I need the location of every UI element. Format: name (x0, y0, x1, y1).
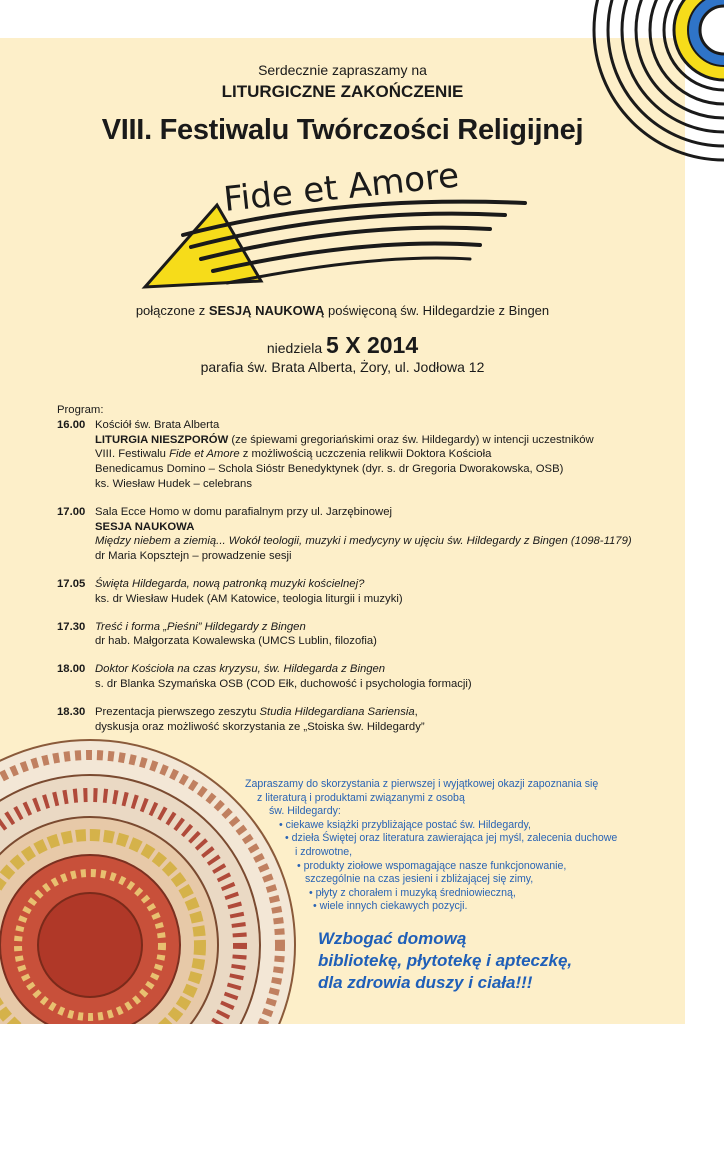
event-italic: Fide et Amore (169, 448, 240, 461)
program-event (57, 705, 657, 735)
event-italic: Studia Hildegardiana Sariensia (259, 705, 415, 718)
event-line: dyskusja oraz możliwość skorzystania ze „Stoiska św. Hildegardy” (95, 720, 425, 733)
event-line: dr hab. Małgorzata Kowalewska (UMCS Lublin, filozofia) (95, 635, 377, 648)
liturgy-heading: LITURGICZNE ZAKOŃCZENIE (221, 82, 464, 101)
event-text: Prezentacja pierwszego zeszytu (95, 705, 260, 718)
slogan-line: dla zdrowia duszy i ciała!!! (318, 973, 533, 992)
event-line: dr Maria Kopsztejn – prowadzenie sesji (95, 550, 292, 563)
info-line: i zdrowotne, (295, 845, 353, 858)
event-line: Treść i forma „Pieśni” Hildegardy z Bingen (95, 620, 306, 633)
event-text: z możliwością uczczenia relikwii Doktora Kościoła (239, 448, 492, 461)
event-time: 17.05 (57, 577, 86, 590)
event-line: Między niebem a ziemią... Wokół teologii, muzyki i medycyny w ujęciu św. Hildegardy z Bingen (1098-1179) (95, 535, 632, 548)
program-event (57, 620, 657, 650)
event-line: s. dr Blanka Szymańska OSB (COD Ełk, duchowość i psychologia formacji) (95, 677, 472, 690)
event-line (95, 705, 657, 720)
program-title: Program: (57, 404, 104, 416)
info-line: • produkty ziołowe wspomagające nasze funkcjonowanie, (297, 859, 567, 872)
info-line: • wiele innych ciekawych pozycji. (313, 900, 468, 913)
event-text: (ze śpiewami gregoriańskimi oraz św. Hildegardy) w intencji uczestników (228, 433, 594, 446)
event-line: ks. Wiesław Hudek – celebrans (95, 477, 252, 490)
invite-text: Serdecznie zapraszamy na (258, 62, 427, 78)
event-text: VIII. Festiwalu (95, 448, 170, 461)
date-value: 5 X 2014 (326, 332, 419, 358)
event-line: ks. dr Wiesław Hudek (AM Katowice, teologia liturgii i muzyki) (95, 592, 403, 605)
venue: parafia św. Brata Alberta, Żory, ul. Jodłowa 12 (200, 359, 485, 375)
info-line: • płyty z chorałem i muzyką średniowieczną, (309, 886, 516, 899)
info-line: • dzieła Świętej oraz literatura zawierająca jej myśl, zalecenia duchowe (285, 832, 618, 845)
event-line: Sala Ecce Homo w domu parafialnym przy ul. Jarzębinowej (95, 505, 392, 518)
program-event (57, 418, 657, 492)
info-line: z literaturą i produktami związanymi z osobą (257, 791, 465, 804)
date-line (0, 332, 685, 359)
event-time: 18.00 (57, 663, 86, 676)
program-event (57, 662, 657, 692)
info-box (245, 778, 625, 914)
event-text: , (414, 705, 418, 718)
session-bold: SESJĄ NAUKOWĄ (208, 303, 325, 318)
event-line: Benedicamus Domino – Schola Sióstr Benedyktynek (dyr. s. dr Gregoria Dworakowska, OSB) (95, 463, 564, 476)
event-line: Święta Hildegarda, nową patronką muzyki kościelnej? (95, 577, 365, 590)
event-time: 17.30 (57, 620, 86, 633)
session-info (0, 303, 685, 318)
info-line: szczególnie na czas jesieni i zbliżającej się zimy, (305, 873, 534, 886)
slogan-line: bibliotekę, płytotekę i apteczkę, (318, 951, 573, 970)
event-time: 16.00 (57, 418, 86, 431)
logo-text: Fide et Amore (221, 155, 461, 220)
info-line: św. Hildegardy: (269, 805, 341, 818)
event-time: 18.30 (57, 705, 86, 718)
program-event (57, 577, 657, 607)
program (57, 403, 657, 747)
event-line (95, 433, 657, 448)
festival-title: VIII. Festiwalu Twórczości Religijnej (101, 114, 584, 146)
slogan-line: Wzbogać domową (318, 929, 467, 948)
event-bold: LITURGIA NIESZPORÓW (95, 433, 229, 446)
session-suffix: poświęconą św. Hildegardzie z Bingen (324, 303, 550, 318)
event-line: SESJA NAUKOWA (95, 520, 195, 533)
event-line (95, 447, 657, 462)
date-day: niedziela (266, 340, 327, 356)
info-line: Zapraszamy do skorzystania z pierwszej i wyjątkowej okazji zapoznania się (245, 778, 599, 790)
event-line: Doktor Kościoła na czas kryzysu, św. Hildegarda z Bingen (95, 663, 386, 676)
event-line: Kościół św. Brata Alberta (95, 418, 220, 431)
fide-et-amore-logo (135, 155, 535, 295)
slogan (318, 928, 572, 994)
session-prefix: połączone z (135, 303, 209, 318)
event-time: 17.00 (57, 505, 86, 518)
program-event (57, 505, 657, 564)
info-line: • ciekawe książki przybliżające postać św. Hildegardy, (279, 818, 531, 831)
